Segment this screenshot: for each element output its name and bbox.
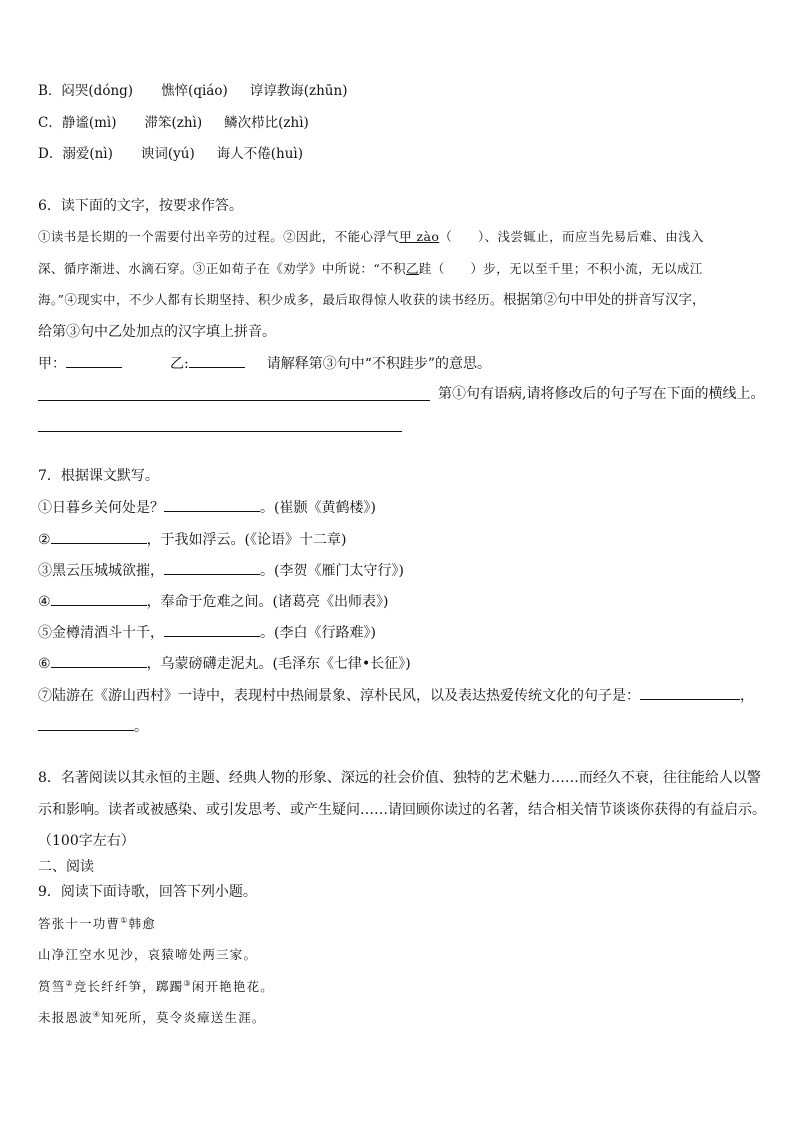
q8-line-2: 示和影响。读者或被感染、或引发思考、或产生疑问……请回顾你读过的名著，结合相关情节谈谈你获得的有益启示。 [38,802,766,818]
jia-blank[interactable] [66,353,122,368]
q7-item-5: ⑤金樽清酒斗十千， 。(李白《行路难》) [38,622,376,643]
option-b-text-1: B．闷哭(dóng) [38,83,134,99]
q7-blank-2[interactable] [51,529,147,544]
q8-line-3: （100字左右） [38,833,135,849]
poem-line-1: 山净江空水见沙，哀猿啼处两三家。 [38,947,258,962]
q7-title: 7．根据课文默写。 [38,468,159,484]
q7-item-7-cont: 。 [38,716,148,737]
q7-item-1: ①日暮乡关何处是？ 。(崔颢《黄鹤楼》) [38,497,376,518]
poem-line-2: 筼筜②竞长纤纤笋，踯躅③闲开艳艳花。 [38,978,274,994]
answer-line-1[interactable] [38,400,430,401]
q8-line-1: 8．名著阅读以其永恒的主题、经典人物的形象、深远的社会价值、独特的艺术魅力……而经久不衰，往往能给人以警 [38,770,761,786]
note-3: ③ [183,978,192,988]
q6-passage-line-3: 海。”④现实中，不少人都有长期坚持、积少成多，最后取得惊人收获的读书经历。根据第②句中甲处的拼音写汉字， [38,292,706,308]
jia-label: 甲： [38,356,66,372]
answer-line-2[interactable] [38,431,402,432]
yi-blank[interactable] [189,353,245,368]
q7-item-6: ⑥ ，乌蒙磅礴走泥丸。(毛泽东《七律•长征》) [38,653,411,674]
q6-title: 6．读下面的文字，按要求作答。 [38,198,243,214]
q7-blank-1[interactable] [164,497,260,512]
option-b-text-2: 憔悴(qiáo) [161,83,228,99]
note-2: ② [65,978,74,988]
q6-passage-line-1: ①读书是长期的一个需要付出辛劳的过程。②因此，不能心浮气甲 zào（ ）、浅尝辄止，而应当先易后难、由浅入 [38,229,704,244]
option-c-text-3: 鳞次栉比(zhì) [224,115,309,131]
option-c-text-2: 滞笨(zhì) [144,115,203,131]
q7-blank-7[interactable] [640,685,740,700]
yi-label: 乙: [170,356,189,372]
option-b [38,81,347,101]
explain-prompt: 请解释第③句中“不积跬步”的意思。 [266,356,492,372]
option-c-text-1: C．静谧(mì) [38,115,117,131]
q7-blank-6[interactable] [51,653,147,668]
q7-item-7: ⑦陆游在《游山西村》一诗中，表现村中热闹景象、淳朴民风，以及表达热爱传统文化的句子是： ， [38,685,754,706]
option-c [38,113,309,133]
q6-passage-line-2: 深、循序渐进、水滴石穿。③正如荀子在《劝学》中所说：“不积乙跬（ ）步，无以至千里；不积小流，无以成江 [38,261,703,276]
option-d-text-2: 谀词(yú) [140,146,195,162]
dotted-char: 乙 [406,261,419,276]
note-1: ① [120,915,129,925]
note-4: ④ [92,1009,102,1019]
q7-item-3: ③黑云压城城欲摧， 。(李贺《雁门太守行》) [38,560,404,581]
option-b-text-3: 谆谆教诲(zhūn) [249,83,348,99]
q7-blank-8[interactable] [38,716,134,731]
poem-line-3: 未报恩波④知死所，莫令炎瘴送生涯。 [38,1009,266,1025]
option-d-text-1: D．溺爱(nì) [38,146,113,162]
option-d-text-3: 诲人不倦(huì) [216,146,303,162]
q7-blank-5[interactable] [164,622,260,637]
section-heading: 二、阅读 [38,859,94,875]
q9-title: 9．阅读下面诗歌，回答下列小题。 [38,884,257,900]
poem-title: 答张十一功曹①韩愈 [38,915,156,931]
pinyin-underline: 甲 zào [399,229,440,244]
option-d [38,144,303,164]
q6-revise-prompt: 第①句有语病,请将修改后的句子写在下面的横线上。 [438,386,765,402]
q7-item-4: ④ ，奉命于危难之间。(诸葛亮《出师表》) [38,591,389,612]
q7-item-2: ② ，于我如浮云。(《论语》十二章) [38,529,347,550]
q7-blank-4[interactable] [51,591,147,606]
q6-answer-line [38,353,491,374]
q7-blank-3[interactable] [164,560,260,575]
q6-passage-line-4: 给第③句中乙处加点的汉字填上拼音。 [38,324,276,340]
